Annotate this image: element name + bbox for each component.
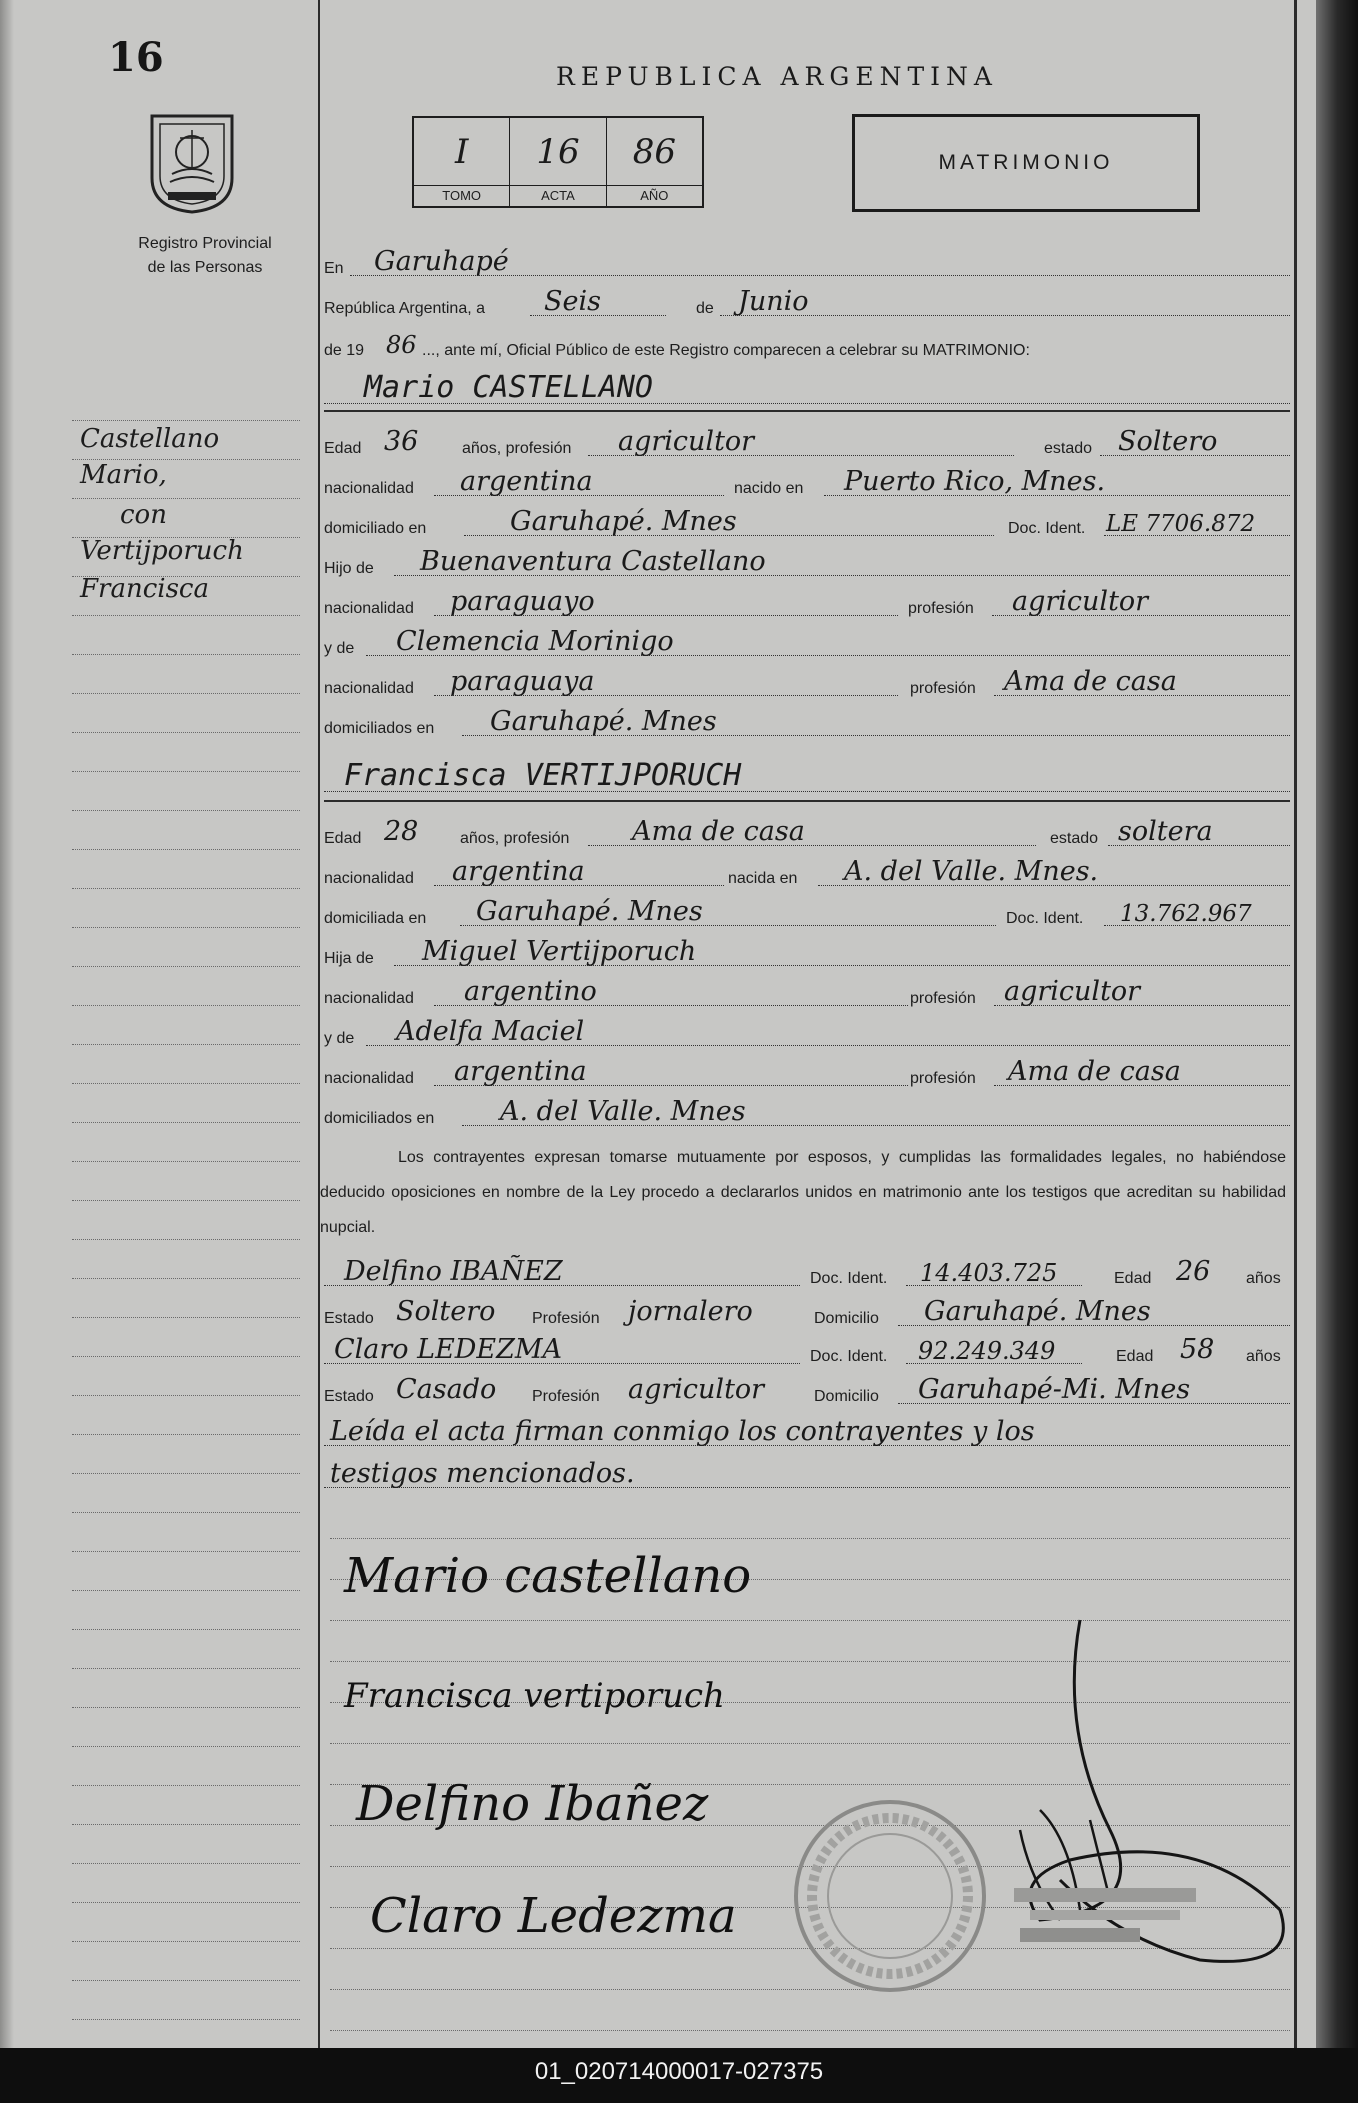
bride-domicile-label: domiciliada en (324, 910, 427, 927)
groom-age: 36 (384, 426, 419, 457)
groom-father-line (324, 544, 1290, 580)
bride-father-nat-line (324, 974, 1290, 1010)
intro-place-line (324, 244, 1290, 280)
witness2-status: Casado (396, 1374, 497, 1405)
bride-mother-nationality: argentina (454, 1056, 587, 1087)
bride-doc-label: Doc. Ident. (1006, 910, 1084, 927)
bride-father-prof-label: profesión (910, 990, 976, 1007)
groom-status-label: estado (1044, 440, 1093, 457)
witness1-status-label: Estado (324, 1310, 374, 1327)
bride-parents-dom-label: domiciliados en (324, 1110, 435, 1127)
groom-father: Buenaventura Castellano (420, 546, 766, 577)
signature-bride: Francisca vertiporuch (344, 1676, 725, 1716)
acta-value: 16 (536, 131, 580, 172)
groom-separator (324, 410, 1290, 412)
bride-father-nat-label: nacionalidad (324, 990, 414, 1007)
witness1-doc-label: Doc. Ident. (810, 1270, 888, 1287)
witness2-line (324, 1332, 1290, 1368)
margin-ruled-line (72, 1434, 300, 1435)
groom-nationality-label: nacionalidad (324, 480, 414, 497)
margin-ruled-line (72, 888, 300, 889)
record-number-box (412, 116, 704, 208)
witness2-profession: agricultor (628, 1374, 765, 1405)
record-type-box: MATRIMONIO (852, 114, 1200, 212)
margin-ruled-line (72, 1044, 300, 1045)
intro-day: Seis (544, 286, 601, 317)
bride-status: soltera (1118, 816, 1213, 847)
groom-status: Soltero (1118, 426, 1218, 457)
margin-ruled-line (72, 1161, 300, 1162)
witness2-name: Claro LEDEZMA (334, 1334, 563, 1365)
bride-mother: Adelfa Maciel (396, 1016, 585, 1047)
bride-father-label: Hija de (324, 950, 374, 967)
margin-ruled-line (72, 1356, 300, 1357)
image-caption: 01_020714000017-027375 (534, 2058, 824, 2085)
witness1-detail-line (324, 1294, 1290, 1330)
bride-mother-line (324, 1014, 1290, 1050)
groom-born-label: nacido en (734, 480, 804, 497)
margin-ruled-line (72, 654, 300, 655)
witness1-age-label: Edad (1114, 1270, 1152, 1287)
witness2-years-label: años (1246, 1348, 1281, 1365)
margin-ruled-line (72, 927, 300, 928)
acta-label: ACTA (510, 185, 605, 206)
intro-rep-label: República Argentina, a (324, 300, 485, 317)
bride-nationality-line (324, 854, 1290, 890)
margin-ruled-line (72, 1278, 300, 1279)
margin-ruled-line (72, 1746, 300, 1747)
bride-father-nationality: argentino (464, 976, 597, 1007)
registry-line-1: Registro Provincial (138, 235, 272, 252)
bride-separator (324, 800, 1290, 802)
margin-ruled-line (72, 966, 300, 967)
margin-note-line-5: Francisca (80, 574, 209, 604)
margin-ruled-line (72, 1824, 300, 1825)
groom-domicile-line (324, 504, 1290, 540)
bride-nationality: argentina (452, 856, 585, 887)
groom-mother-prof-label: profesión (910, 680, 976, 697)
margin-ruled-line (72, 1200, 300, 1201)
intro-date-line (324, 284, 1290, 320)
groom-father-nat-label: nacionalidad (324, 600, 414, 617)
witness1-prof-label: Profesión (532, 1310, 600, 1327)
margin-ruled-line (72, 849, 300, 850)
margin-ruled-line (72, 1512, 300, 1513)
groom-profession-label: años, profesión (462, 440, 572, 457)
margin-ruled-line (72, 810, 300, 811)
registry-name (70, 232, 340, 280)
witness1-profession: jornalero (628, 1296, 753, 1327)
witness1-name: Delfino IBAÑEZ (344, 1256, 563, 1287)
margin-ruled-line (72, 1941, 300, 1942)
bride-domicile: Garuhapé. Mnes (476, 896, 703, 927)
signature-witness2: Claro Ledezma (370, 1888, 737, 1944)
margin-ruled-line (72, 1083, 300, 1084)
officer-stamp-icon (1010, 1880, 1200, 1960)
groom-mother-nat-line (324, 664, 1290, 700)
intro-de-label: de (696, 300, 714, 317)
margin-ruled-line (72, 1590, 300, 1591)
bride-name-line (324, 752, 1290, 796)
margin-ruled-line (72, 1629, 300, 1630)
bride-name: Francisca VERTIJPORUCH (344, 758, 742, 793)
bride-father-line (324, 934, 1290, 970)
groom-father-prof-label: profesión (908, 600, 974, 617)
bride-age-label: Edad (324, 830, 362, 847)
page-number: 16 (108, 34, 164, 81)
groom-name-line (324, 364, 1290, 408)
groom-parents-dom-label: domiciliados en (324, 720, 435, 737)
ano-label: AÑO (607, 185, 702, 206)
signature-ruled-line (330, 2030, 1290, 2031)
margin-ruled-line (72, 1395, 300, 1396)
groom-parents-dom-line (324, 704, 1290, 740)
bride-born: A. del Valle. Mnes. (844, 856, 1099, 887)
margin-ruled-line (72, 1785, 300, 1786)
witness2-age: 58 (1180, 1334, 1215, 1365)
margin-note-line-2: Mario, (80, 460, 167, 490)
groom-mother-nationality: paraguaya (450, 666, 595, 697)
witness1-dom-label: Domicilio (814, 1310, 879, 1327)
margin-ruled-line (72, 1707, 300, 1708)
margin-ruled-line (72, 693, 300, 694)
margin-ruled-line (72, 420, 300, 421)
witness1-age: 26 (1176, 1256, 1211, 1287)
tomo-label: TOMO (414, 185, 509, 206)
margin-ruled-line (72, 1122, 300, 1123)
margin-ruled-line (72, 732, 300, 733)
groom-mother-profession: Ama de casa (1004, 666, 1177, 697)
intro-en-label: En (324, 260, 344, 277)
bride-profession: Ama de casa (632, 816, 805, 847)
witness2-doc-label: Doc. Ident. (810, 1348, 888, 1365)
closing-text-2: testigos mencionados. (330, 1458, 635, 1489)
witness1-doc: 14.403.725 (920, 1259, 1058, 1287)
margin-note-line-3: con (120, 500, 167, 530)
bride-mother-profession: Ama de casa (1008, 1056, 1181, 1087)
groom-mother-line (324, 624, 1290, 660)
groom-born: Puerto Rico, Mnes. (844, 466, 1106, 497)
bride-parents-domicile: A. del Valle. Mnes (500, 1096, 746, 1127)
intro-month: Junio (738, 286, 809, 317)
margin-ruled-line (72, 1668, 300, 1669)
groom-age-line (324, 424, 1290, 460)
groom-age-label: Edad (324, 440, 362, 457)
margin-ruled-line (72, 1317, 300, 1318)
witness1-line (324, 1254, 1290, 1290)
witness2-detail-line (324, 1372, 1290, 1408)
witness1-status: Soltero (396, 1296, 496, 1327)
margin-ruled-line (72, 771, 300, 772)
margin-ruled-line (72, 1980, 300, 1981)
groom-father-nat-line (324, 584, 1290, 620)
groom-mother-nat-label: nacionalidad (324, 680, 414, 697)
official-stamp-icon (790, 1796, 990, 1996)
tomo-value: I (454, 131, 469, 172)
signature-witness1: Delfino Ibañez (356, 1776, 709, 1832)
bride-mother-label: y de (324, 1030, 355, 1047)
bride-profession-label: años, profesión (460, 830, 570, 847)
margin-ruled-line (72, 1863, 300, 1864)
registry-line-2: de las Personas (147, 259, 263, 276)
groom-name: Mario CASTELLANO (364, 370, 653, 405)
margin-ruled-line (72, 1551, 300, 1552)
bride-doc: 13.762.967 (1120, 901, 1252, 927)
groom-father-profession: agricultor (1012, 586, 1149, 617)
signature-ruled-line (330, 1538, 1290, 1539)
closing-text-1: Leída el acta firman conmigo los contrayentes y los (330, 1416, 1035, 1447)
margin-note-line-4: Vertijporuch (80, 536, 244, 566)
signature-groom: Mario castellano (344, 1548, 752, 1604)
ano-value: 86 (632, 131, 676, 172)
witness2-prof-label: Profesión (532, 1388, 600, 1405)
bride-father-profession: agricultor (1004, 976, 1141, 1007)
bride-mother-nat-line (324, 1054, 1290, 1090)
groom-parents-domicile: Garuhapé. Mnes (490, 706, 717, 737)
groom-mother: Clemencia Morinigo (396, 626, 674, 657)
witness2-dom-label: Domicilio (814, 1388, 879, 1405)
margin-ruled-line (72, 1902, 300, 1903)
margin-ruled-line (72, 498, 300, 499)
margin-note-line-1: Castellano (80, 424, 220, 454)
bride-father: Miguel Vertijporuch (422, 936, 697, 967)
binding-edge (1316, 0, 1358, 2048)
intro-year-prefix: de 19 (324, 342, 365, 359)
groom-father-nationality: paraguayo (450, 586, 595, 617)
groom-doc-label: Doc. Ident. (1008, 520, 1086, 537)
bride-parents-dom-line (324, 1094, 1290, 1130)
bride-mother-nat-label: nacionalidad (324, 1070, 414, 1087)
provincial-seal-icon (142, 108, 242, 216)
witness2-domicile: Garuhapé-Mi. Mnes (918, 1374, 1191, 1405)
margin-rule (318, 0, 320, 2048)
bride-nationality-label: nacionalidad (324, 870, 414, 887)
groom-mother-label: y de (324, 640, 355, 657)
groom-profession: agricultor (618, 426, 755, 457)
groom-doc: LE 7706.872 (1106, 511, 1256, 537)
intro-year-line (324, 326, 1290, 362)
groom-domicile: Garuhapé. Mnes (510, 506, 737, 537)
declaration-text: Los contrayentes expresan tomarse mutuamente por esposos, y cumplidas las formalidades legales, no habiéndose deducido oposiciones en nombre de la Ley procedo a declararlos unidos en matrimonio ante los testigos que acreditan su habilidad nupcial. (320, 1149, 1286, 1236)
groom-father-label: Hijo de (324, 560, 374, 577)
intro-rest: ..., ante mí, Oficial Público de este Registro comparecen a celebrar su MATRIMONIO: (422, 342, 1030, 359)
witness1-domicile: Garuhapé. Mnes (924, 1296, 1151, 1327)
bride-born-label: nacida en (728, 870, 798, 887)
intro-year: 86 (386, 331, 417, 359)
groom-nationality-line (324, 464, 1290, 500)
bride-mother-prof-label: profesión (910, 1070, 976, 1087)
groom-domicile-label: domiciliado en (324, 520, 427, 537)
margin-ruled-line (72, 2019, 300, 2020)
bride-domicile-line (324, 894, 1290, 930)
witness1-years-label: años (1246, 1270, 1281, 1287)
witness2-doc: 92.249.349 (918, 1337, 1056, 1365)
witness2-status-label: Estado (324, 1388, 374, 1405)
margin-ruled-line (72, 1005, 300, 1006)
bride-age: 28 (384, 816, 419, 847)
closing-line-1 (324, 1414, 1290, 1450)
bride-status-label: estado (1050, 830, 1099, 847)
margin-ruled-line (72, 1473, 300, 1474)
intro-place: Garuhapé (374, 246, 509, 277)
groom-nationality: argentina (460, 466, 593, 497)
country-header: REPUBLICA ARGENTINA (556, 62, 998, 91)
margin-ruled-line (72, 1239, 300, 1240)
witness2-age-label: Edad (1116, 1348, 1154, 1365)
margin-ruled-line (72, 615, 300, 616)
closing-line-2 (324, 1456, 1290, 1492)
bride-age-line (324, 814, 1290, 850)
